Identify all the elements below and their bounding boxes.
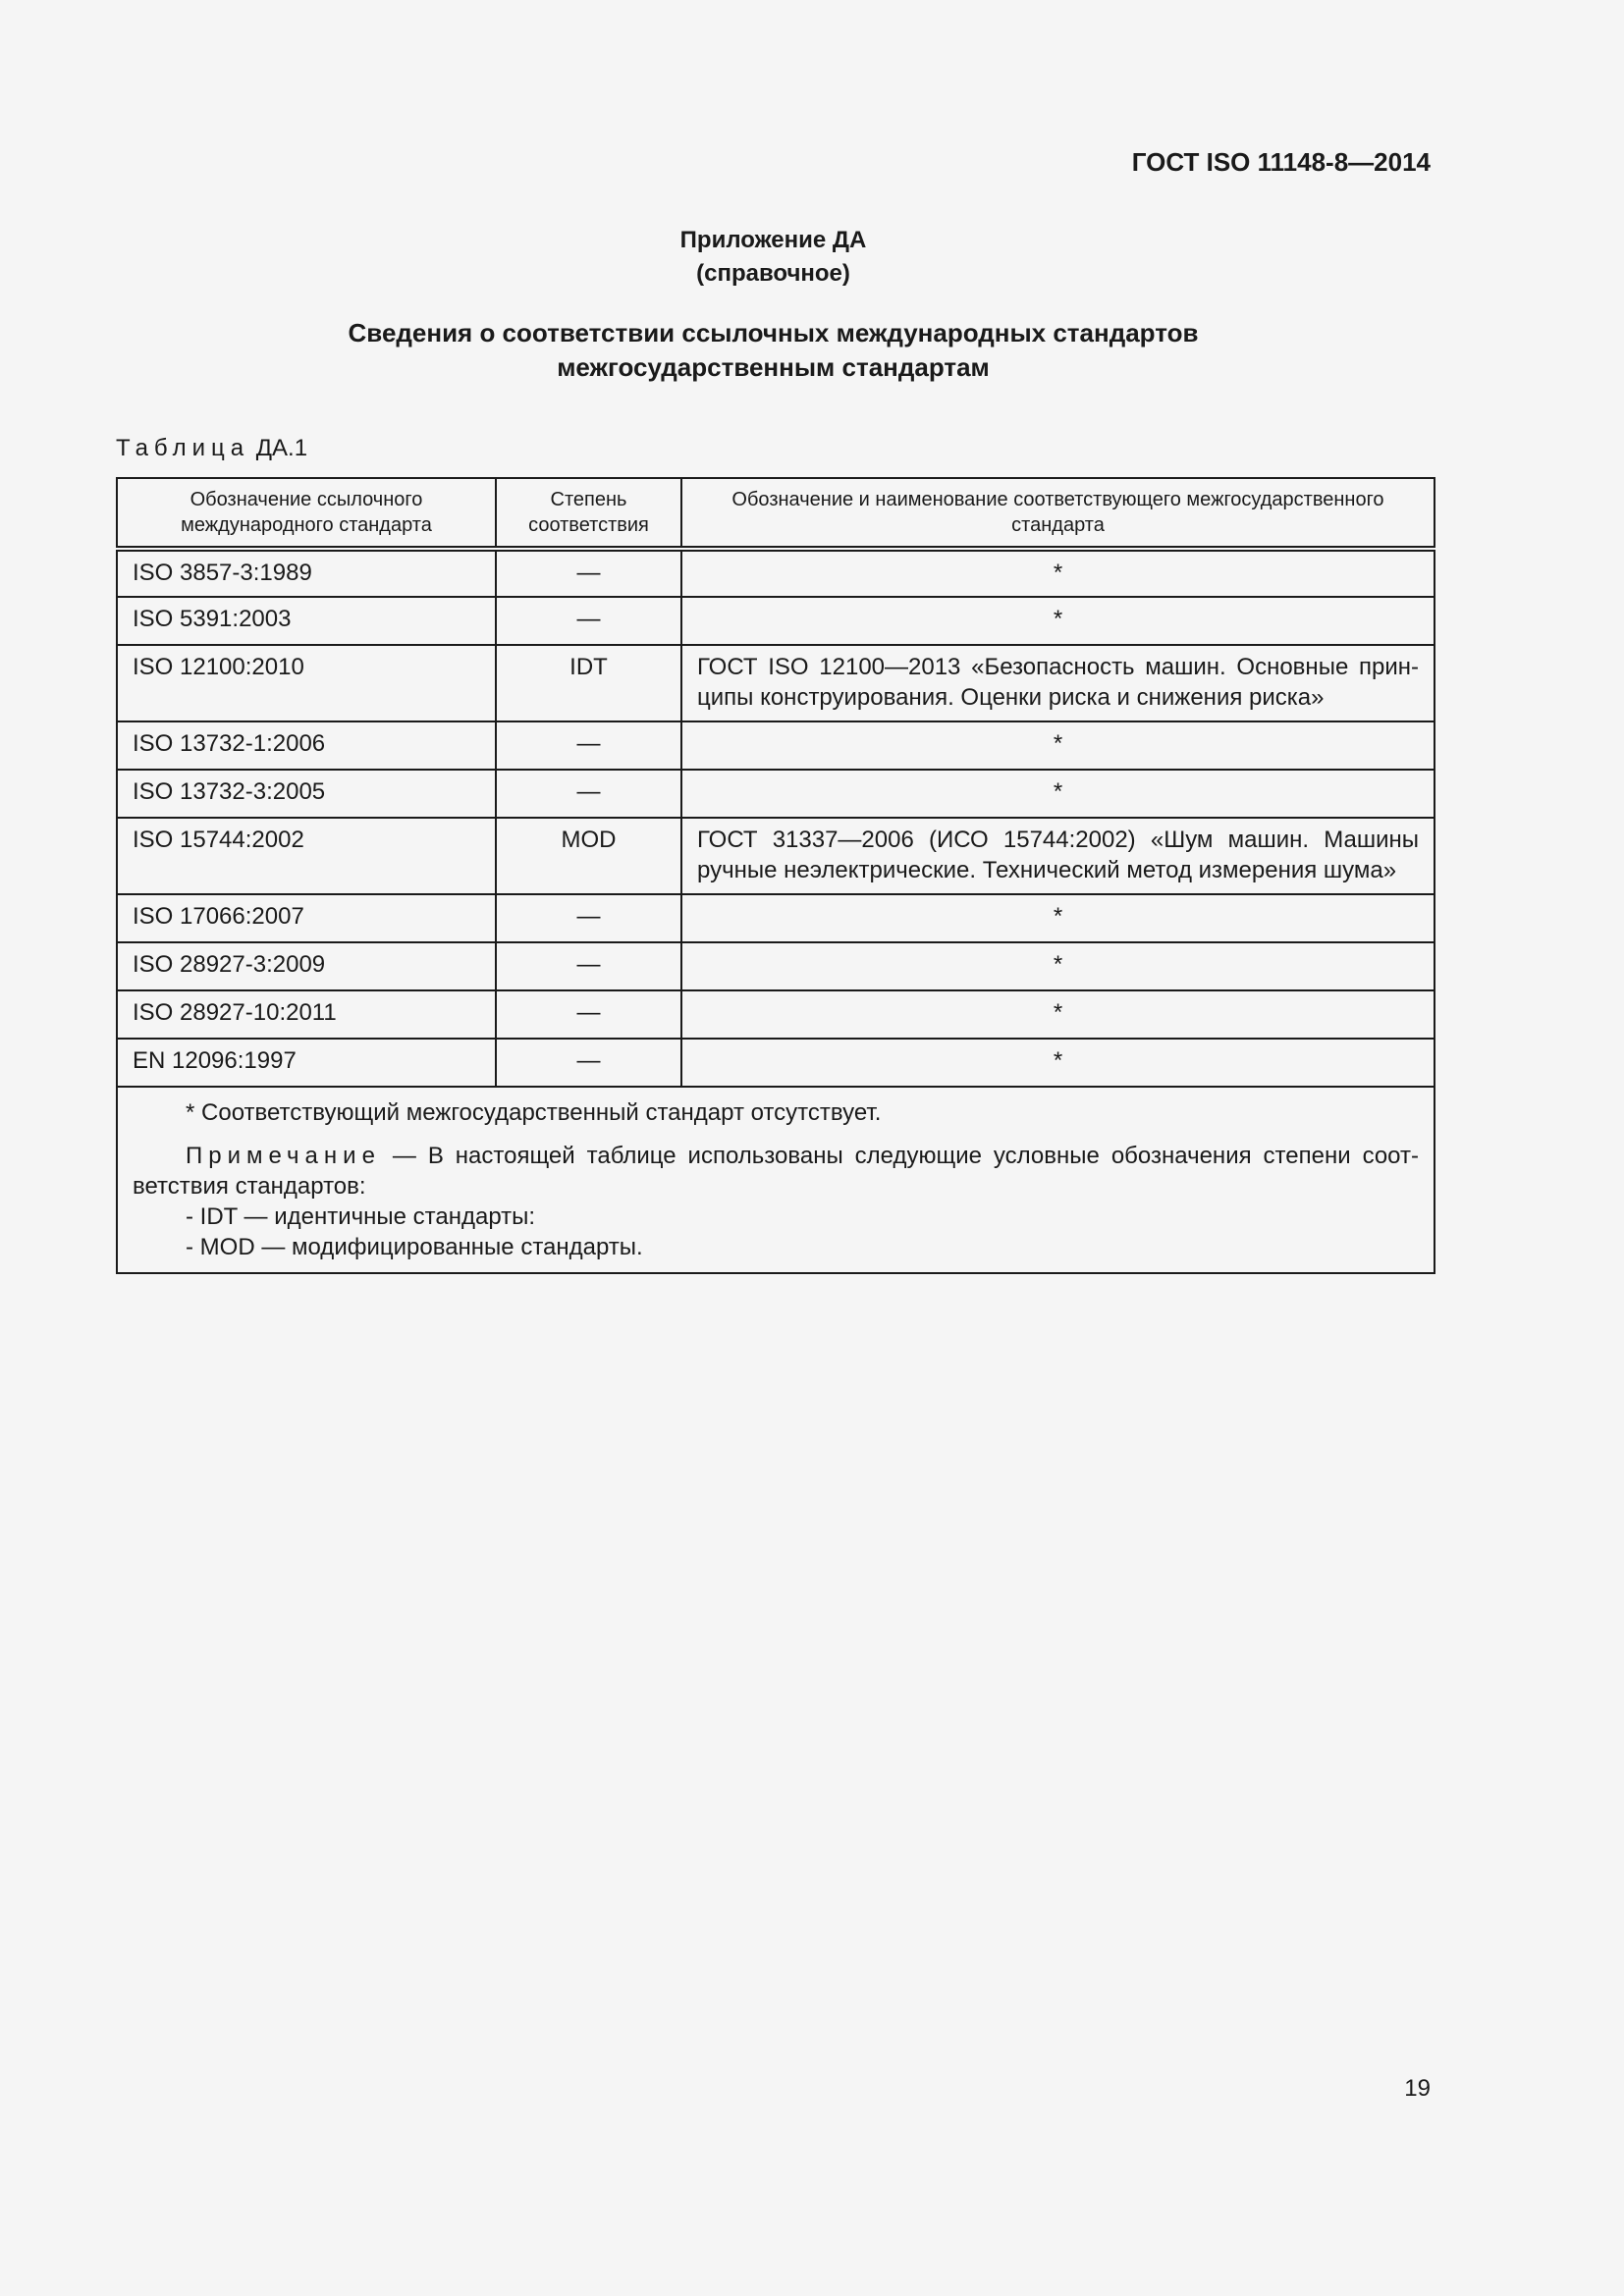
table-row — [117, 1039, 1435, 1087]
cell-degree: — — [496, 597, 681, 645]
table-row — [117, 818, 1435, 894]
table-row — [117, 597, 1435, 645]
cell-interstate: * — [681, 549, 1435, 597]
cell-interstate: * — [681, 721, 1435, 770]
cell-degree: — — [496, 990, 681, 1039]
cell-reference: ISO 15744:2002 — [117, 818, 496, 894]
cell-interstate: * — [681, 942, 1435, 990]
cell-interstate: * — [681, 894, 1435, 942]
cell-reference: ISO 28927-10:2011 — [117, 990, 496, 1039]
cell-degree: — — [496, 894, 681, 942]
cell-degree: — — [496, 770, 681, 818]
section-title — [0, 316, 1546, 385]
section-title-line-2: межгосударственным стандартам — [557, 352, 990, 382]
table-row — [117, 549, 1435, 597]
table-footnote: * Соответствующий межгосударственный стандарт отсутствует. — [186, 1099, 882, 1126]
table-row — [117, 942, 1435, 990]
cell-interstate: ГОСТ 31337—2006 (ИСО 15744:2002) «Шум машин. Машины ручные неэлектрические. Технический метод измерения шума» — [681, 818, 1435, 894]
document-code: ГОСТ ISO 11148-8—2014 — [1131, 147, 1431, 177]
cell-reference: ISO 17066:2007 — [117, 894, 496, 942]
table-notes-row — [117, 1087, 1435, 1273]
table-header-row — [117, 478, 1435, 549]
cell-reference: EN 12096:1997 — [117, 1039, 496, 1087]
note-label: Примечание — [186, 1143, 381, 1169]
appendix-type: (справочное) — [696, 260, 850, 287]
table-row — [117, 770, 1435, 818]
cell-degree: IDT — [496, 645, 681, 721]
cell-reference: ISO 28927-3:2009 — [117, 942, 496, 990]
table-row — [117, 645, 1435, 721]
table-row — [117, 990, 1435, 1039]
note-text: — В настоящей таблице использованы следующие условные обозначения степени соот-ветствия стандартов: — [133, 1143, 1419, 1200]
table-note — [133, 1141, 1419, 1201]
appendix-title: Приложение ДА — [679, 227, 867, 253]
cell-interstate: ГОСТ ISO 12100—2013 «Безопасность машин. Основные прин-ципы конструирования. Оценки риска и снижения риска» — [681, 645, 1435, 721]
header-interstate-standard: Обозначение и наименование соответствующего межгосударственного стандарта — [681, 478, 1435, 549]
page-number: 19 — [1404, 2075, 1431, 2102]
table-notes — [117, 1087, 1435, 1273]
cell-interstate: * — [681, 597, 1435, 645]
table-caption-label: Таблица — [116, 435, 250, 461]
cell-reference: ISO 5391:2003 — [117, 597, 496, 645]
header-degree: Степень соответствия — [496, 478, 681, 549]
table-caption — [116, 435, 307, 462]
note-item: - IDT — идентичные стандарты: — [186, 1203, 536, 1230]
table-caption-number: ДА.1 — [255, 435, 308, 461]
appendix-heading — [0, 224, 1546, 291]
cell-interstate: * — [681, 1039, 1435, 1087]
cell-reference: ISO 13732-3:2005 — [117, 770, 496, 818]
cell-degree: — — [496, 549, 681, 597]
cell-degree: — — [496, 721, 681, 770]
note-item: - MOD — модифицированные стандарты. — [186, 1234, 643, 1260]
table-row — [117, 721, 1435, 770]
cell-reference: ISO 13732-1:2006 — [117, 721, 496, 770]
cell-degree: MOD — [496, 818, 681, 894]
cell-reference: ISO 12100:2010 — [117, 645, 496, 721]
correspondence-table — [116, 477, 1435, 1274]
cell-degree: — — [496, 942, 681, 990]
cell-degree: — — [496, 1039, 681, 1087]
header-reference-standard: Обозначение ссылочного международного стандарта — [117, 478, 496, 549]
cell-interstate: * — [681, 990, 1435, 1039]
section-title-line-1: Сведения о соответствии ссылочных международных стандартов — [348, 318, 1199, 347]
table-row — [117, 894, 1435, 942]
cell-reference: ISO 3857-3:1989 — [117, 549, 496, 597]
cell-interstate: * — [681, 770, 1435, 818]
